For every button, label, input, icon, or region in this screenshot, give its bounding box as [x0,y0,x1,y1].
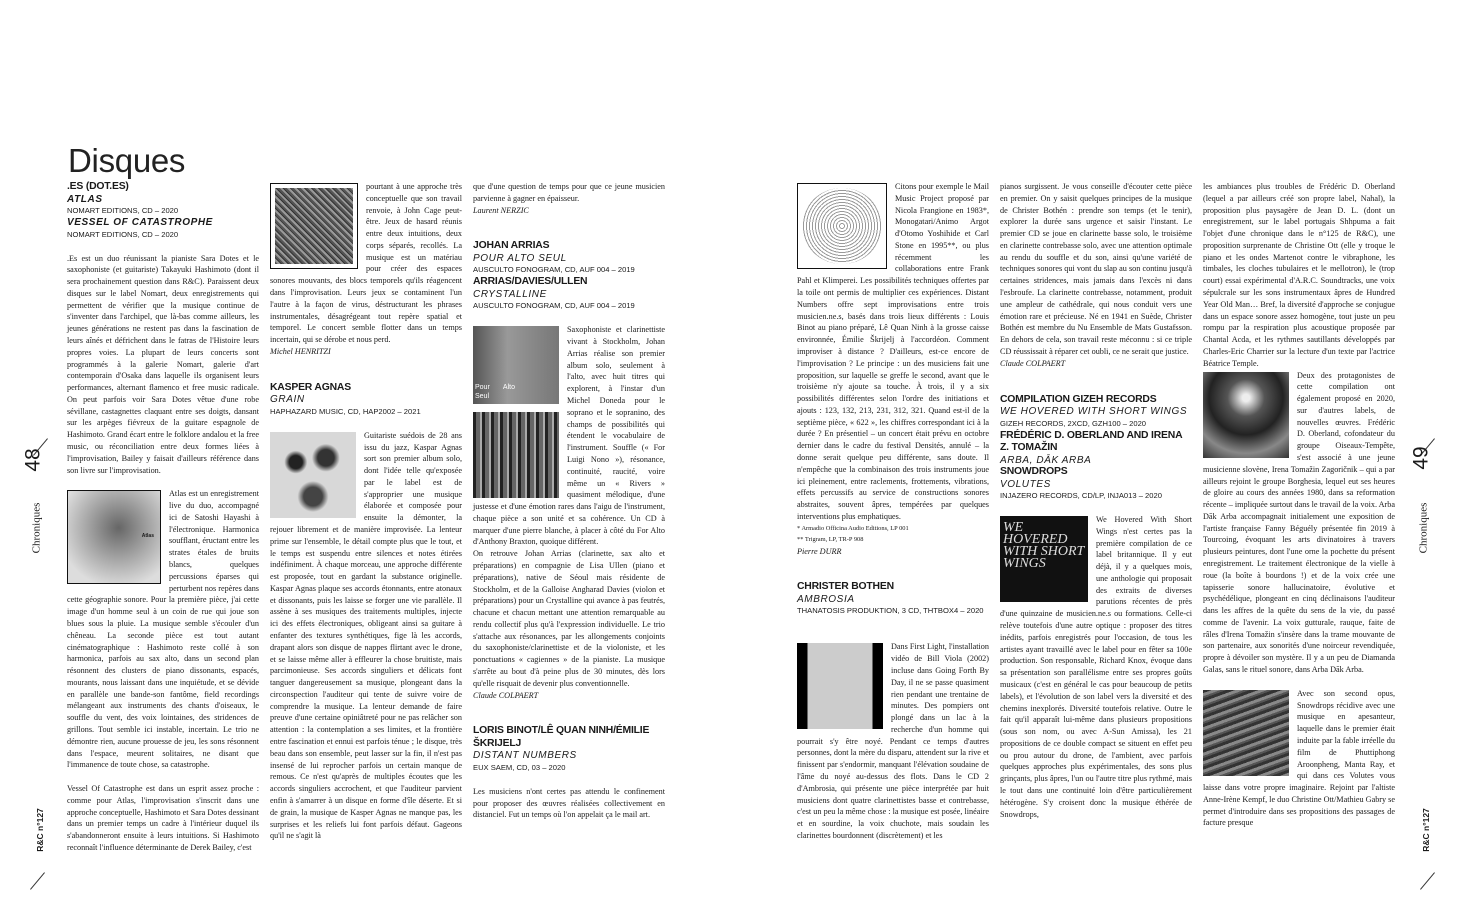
review-album: DISTANT NUMBERS [473,750,577,762]
review-paragraph: Dans First Light, l'installation vidéo de Bill Viola (2002) incluse dans Going Forth By Day, il ne se passe quasiment rien pendant une trentaine de minutes. Des pompiers ont plongé dans un lac à la recherche d'un homme qui pourrait s'y être noyé. Pendant ce temps d'autres personnes, dont la mère du disparu, attendent sur la rive et finissent par s'endormir, manquant l'élévation soudaine de l'âme du noyé au-dessus des flots. Dans le CD 2 d'Ambrosia, qui présente une pièce interprétée par huit musiciens dont quatre clarinettistes basse et contrebasse, c'est un peu la même chose : la musique est posée, linéaire et en sourdine, la voix chuchote, mais soudain les clarinettes bourdonnent (discrètement) et les [797,642,989,840]
cover-title: Pour Alto Seul [475,384,515,401]
column-5 [1000,181,1192,841]
column-3 [473,181,665,841]
review-signature: Michel HENRITZI [270,346,331,356]
review-paragraph: Vessel Of Catastrophe est dans un esprit assez proche : comme pour Atlas, l'improvisation s'inscrit dans une approche conceptuelle, Hashimoto et Sara Dotes dessinant dans un premier temps un cadre à l'intérieur duquel ils s'abandonneront ensuite à leurs intuitions. Si Hashimoto reconnaît l'influence déterminante de Derek Bailey, c'est [67,784,259,852]
review-label: INJAZERO RECORDS, CD/LP, INJA013 – 2020 [1000,491,1162,500]
album-cover-atlas [67,490,161,584]
review-paragraph: .Es est un duo réunissant la pianiste Sara Dotes et le saxophoniste (et guitariste) Takayuki Hashimoto (dont il sera prochainement question dans R&C). Paraissent deux disques sur le label Nomart, deux enregistrements qui permettent de vérifier que la musique continue de s'inventer dans l'archipel, que là-bas comme ailleurs, les jeunes générations ne restent pas dans la fascination de leurs aînés et défrichent dans le fatras de l'Histoire leurs propres voies. La plupart de leurs concerts sont programmés à la galerie Nomart, galerie d'art contemporain d'Osaka dans laquelle ils organisent leurs performances, alternant flamenco et free music radicale. On peut parfois voir Sara Dotes vêtue d'une robe sévillane, castagnettes claquant entre ses doigts, dansant sur les arpèges fiévreux de la guitare espagnole de Hashimoto. Grand écart entre le folklore andalou et la free music, ou réconciliation entre deux formes liées à l'improvisation, Bailey y faisait d'ailleurs référence dans son livre sur l'improvisation. [67,253,259,475]
review-album: VOLUTES [1000,478,1051,490]
footnote: ** Trigram, LP, TR-P 908 [797,536,864,544]
review-paragraph: We Hovered With Short Wings n'est certes pas la première compilation de ce label britannique. Il y eut déjà, il y a quelques mois, une anthologie qui proposait des extraits de diverses parutions récentes de près d'une quinzaine de musicien.ne.s ou formations. Celle-ci relève toutefois d'une autre optique : proposer des titres inédits, parfois enregistrés pour l'occasion, de tous les artistes ayant travaillé avec le label pour en fêter sa 100e production. Son responsable, Richard Knox, évoque dans sa présentation son parallélisme entre ses propres goûts musicaux (c'est en général le cas pour beaucoup de petits labels), et l'évolution de son label vers la diversité et des chemins inexplorés. Diversité toutefois relative. Outre le fait qu'il apparaît lui-même dans plusieurs propositions (sous son nom, ou avec A-Sun Amissa), les 21 propositions de ce double compact se situent en effet peu ou prou autour du drone, de l'ambient, avec parfois quelques approches plus expérimentales, des sons plus grinçants, plus âpres, l'un ou l'autre titre plus rythmé, mais le tout dans une continuité loin d'être particulièrement hétérogène. S'y croisent donc la musique éthérée de Snowdrops, [1000,515,1192,819]
footnote: * Armadio Officina Audio Editions, LP 001 [797,524,909,532]
album-cover-pour-alto-seul [473,326,559,404]
review-album: WE HOVERED WITH SHORT WINGS [1000,406,1188,417]
review-paragraph: Deux des protagonistes de cette compilation ont également proposé en 2020, sur d'autres labels, de nouvelles œuvres. Frédéric D. Oberland, cofondateur du groupe Oiseaux-Tempête, s'est associé à une jeune musicienne slovène, Irena Tomažin Zagoričnik – qui a par ailleurs rejoint le groupe Borghesia, lequel eut ses heures de gloire au cours des années 1980, dans sa reformation récente – impliquée surtout dans le travail de la voix. Arba Dāk Arba accompagnait initialement une exposition de l'artiste française Fanny Béguély présentée fin 2019 à Tourcoing, évoquant les arts divinatoires à travers plusieurs peintures, dont l'une orne la pochette du présent enregistrement. Le traitement électronique de la vielle à roue (la boîte à bourdons !) et de la voix crée une tapisserie sonore hallucinatoire, évolutive et psychédélique, plongeant en cinq déclinaisons l'auditeur dans les affres de la quête du sens de la vie, du passé comme de l'avenir. La voix gutturale, rauque, faite de râles d'Irena Tomažin s'insère dans la trame mouvante de son partenaire, aux sonorités d'une noirceur revendiquée, propre à dévoiler son mystère. Il y a un peu de Diamanda Galas, sans le rituel sonore, dans Arba Dāk Arba. [1203,370,1395,675]
review-label: AUSCULTO FONOGRAM, CD, AUF 004 – 2019 [473,301,635,311]
review-artist: JOHAN ARRIAS [473,240,550,252]
album-cover-vessel [270,183,358,269]
album-cover-we-hovered [1000,516,1088,602]
review-paragraph: les ambiances plus troubles de Frédéric D. Oberland (lequel a par ailleurs créé son propre label, Nahal), la proposition plus paysagère de Jean D. L. (dont un enregistrement, sur le label portugais Shhpuma a fait l'objet d'une chronique dans le n°125 de R&C), une proposition surprenante de Christine Ott (elle y troque le piano et les ondes Martenot contre le vibraphone, les timbales, les cloches tubulaires et le mellotron), le (trop court) essai expérimental d'A.R.C. Soundtracks, une voix sépulcrale sur les sons instrumentaux âpres de Hundred Year Old Man… Bref, la diversité d'approche se conjugue dans un espace sonore assez homogène, tout juste un peu rompu par la respiration plus acoustique proposée par Chantal Acda, et les rythmes sautillants développés par Charles-Eric Charrier sur la lecture d'un texte par l'actrice Béatrice Temple. [1203,182,1395,368]
album-cover-distant-numbers [797,183,887,269]
cover-title: Atlas [141,533,154,540]
review-paragraph: que d'une question de temps pour que ce jeune musicien parvienne à gagner en épaisseur. [473,182,665,203]
review-paragraph: Citons pour exemple le Mail Music Project proposé par Nicola Frangione en 1983*, Monogatari/Animo Argot d'Otomo Yoshihide et Carl Stone en 1995**, ou plus récemment les collaborations entre Frank Pahl et Klimperei. Les possibilités techniques offertes par la toile ont permis de multiplier ces expériences. Distant Numbers offre sept improvisations entre trois musicien.ne.s, basés dans trois lieux différents : Louis Binot au piano préparé, Lê Quan Ninh à la grosse caisse environnée, Émilie Škrijelj à l'accordéon. Comment improviser à distance ? D'ailleurs, est-ce encore de l'improvisation ? Le principe : un des musiciens fait une proposition, sur laquelle se greffe le second, avant que le troisième n'y ajoute sa touche. À trois, il y a six possibilités différentes selon l'ordre des initiations et ajouts : 123, 132, 213, 231, 312, 321. Quand est-il de la septième pièce, « 622 », les chiffres correspondant ici à la durée ? En présentiel – un concert était prévu en octobre dernier dans le cadre du festival Densités, annulé – la donne serait quelque peu différente, sans doute. Il n'empêche que la combinaison des trois instruments joue ici pleinement, entre raclements, frottements, vibrations, effets percussifs au service de constructions sonores abstraites, souvent âpres, tempérées par quelques interventions plus emphatiques. [797,182,989,521]
folio-divider [30,872,45,889]
review-paragraph: Guitariste suédois de 28 ans issu du jazz, Kaspar Agnas sort son premier album solo, dont l'idée telle qu'exposée par le label est de s'approprier une musique élaborée et composée pour ensuite la démonter, la rejouer librement et de manière improvisée. La lenteur prime sur l'ensemble, le détail compte plus que le tout, et le temps est suspendu entre silences et notes étirées indéfiniment. À chaque morceau, une approche différente est proposée, tout en gardant la substance originelle. Kaspar Agnas plaque ses accords étonnants, entre atonaux et dissonants, puis les laisse se forger une vie parallèle. Il assène à ses musiques des traitements multiples, injecte ici des effets électroniques, obligeant ainsi sa guitare à enfanter des textures synthétiques, fige là les accords, drapant alors son disque de nappes flirtant avec le drone, et se laisse même aller à effleurer la chose bruitiste, mais parcimonieuse. Ses accords singuliers et délicats font tanguer dangereusement sa musique, plongeant dans la circonspection l'auditeur qui tente de suivre voire de comprendre la musique. La lenteur demande de faire preuve d'une certaine opiniâtreté pour ne pas relâcher son attention : la contemplation a ses limites, et la frontière entre fascination et ennui est parfois ténue ; le disque, très beau dans son ensemble, peut lasser sur la fin, il n'est pas insensé de lui reprocher parfois un certain manque de remous. Ce n'est qu'après de multiples écoutes que les accords singuliers accrochent, et que l'auditeur parvient enfin à s'amarrer à un disque en forme d'île déserte. Et si de grain, la musique de Kasper Agnas ne manque pas, les surprises et les reliefs lui font parfois défaut. Gageons qu'il ne s'agit là [270,430,462,841]
review-paragraph: Saxophoniste et clarinettiste vivant à Stockholm, Johan Arrias réalise son premier album solo, seulement à l'alto, avec huit titres qui explorent, à l'instar d'un Michel Doneda pour le soprano et le sopranino, des champs de possibilités qui étendent le vocabulaire de l'instrument. Souffle (« For Luigi Nono »), résonance, continuité, raucité, voire même un « Rivers » quasiment mélodique, d'une justesse et d'une émotion rares dans l'aigu de l'instrument, chaque pièce a son unité et sa cohérence. Un CD à marquer d'une pierre blanche, à placer à côté du For Alto d'Anthony Braxton, quoique différent. [473,325,665,547]
review-artist: .ES (DOT.ES) [67,181,129,192]
review-label: EUX SAEM, CD, 03 – 2020 [473,762,566,772]
review-album: GRAIN [270,394,305,406]
review-paragraph: pourtant à une approche très conceptuelle que son travail renvoie, à John Cage peut-être. Jeux de hasard réunis entre deux intuitions, deux corps séparés, recollés. La musique est un matériau pour créer des espaces sonores mouvants, des blocs temporels qu'ils réagencent dans l'improvisation. Leurs jeux se contaminent l'un l'autre à la façon de virus, déstructurant les phrases instrumentales, désagrégeant tout repère spatial et temporel. Le concert semble flotter dans un temps incertain, qui se dérobe et nous perd. [270,182,462,345]
cover-title: WE HOVERED WITH SHORT WINGS [1003,520,1085,571]
review-label: NOMART EDITIONS, CD – 2020 [67,229,179,239]
review-album: AMBROSIA [797,593,855,605]
rubric-label: Chroniques [30,502,43,554]
review-album: CRYSTALLINE [473,288,547,300]
review-paragraph: Les musiciens n'ont certes pas attendu le confinement pour proposer des œuvres réalisées collectivement en distanciel. Fut un temps où l'on appelait ça le mail art. [473,786,665,820]
review-label: GIZEH RECORDS, 2XCD, GZH100 – 2020 [1000,418,1147,428]
rubric-label: Chroniques [1417,502,1430,554]
review-paragraph: Avec son second opus, Snowdrops récidive avec une musique en apesanteur, laquelle dans le premier était induite par la fable irréelle du film de Phuttiphong Aroonpheng, Manta Ray, et qui dans ces Volutes vous laisse dans votre propre imaginaire. Rejoint par l'altiste Anne-Irène Kempf, le duo Christine Ott/Mathieu Gabry se permet d'introduire dans ses propositions des passages de facture presque [1203,688,1395,828]
review-album: ARBA, DĀK ARBA [1000,454,1092,466]
album-cover-arba-dak-arba [1203,372,1289,458]
column-1 [67,181,259,852]
page-number: 48 [21,448,45,472]
review-label: HAPHAZARD MUSIC, CD, HAP2002 – 2021 [270,406,421,416]
album-covers-arrias [473,326,559,498]
review-label: THANATOSIS PRODUKTION, 3 CD, THTBOX4 – 2020 [797,606,984,616]
album-cover-volutes [1203,690,1289,776]
column-2 [270,181,462,841]
review-artist: ARRIAS/DAVIES/ULLEN [473,276,588,288]
issue-label: R&C n°127 [34,808,45,852]
review-signature: Pierre DURR [797,546,842,556]
review-album: ATLAS [67,193,103,205]
review-label: NOMART EDITIONS, CD – 2020 [67,206,179,215]
folio-divider [1420,872,1435,889]
review-paragraph: On retrouve Johan Arrias (clarinette, sax alto et préparations) en compagnie de Lisa Ullen (piano et préparations), native de Séoul mais résidente de Stockholm, et de la Galloise Angharad Davies (violon et préparations) pour un Crystalline qui avance à pas feutrés, chacune et chacun mettant une attention remarquable au rendu collectif plus qu'à l'expression individuelle. Le trio s'attache aux résonances, par les allongements conjoints du saxophoniste/clarinettiste et de la violoniste, et les ponctuations « cagiennes » de la pianiste. La musique s'arrête au bout d'à peine plus de 30 minutes, dès lors qu'elle risquait de devenir plus conventionnelle. [473,549,665,688]
review-paragraph: Atlas est un enregistrement live du duo, accompagné ici de Satoshi Hayashi à l'électronique. Harmonica soufflant, éructant entre les strates étales de bruits blancs, quelques percussions éparses qui perturbent nos repères dans cette géographie sonore. Pour la première pièce, j'ai cette image d'un homme seul à un coin de rue qui joue son blues sous la pluie. La musique semble s'écouler d'un chêneau. La seconde pièce est tout autant cinématographique : Hashimoto reste collé à son harmonica, parfois au sax alto, dans un second plan résonnent des clusters de piano dissonants, espacés, mourants, nous laissant dans une inquiétude, et se dévide en parallèle une bande-son fantôme, field recordings mélangeant aux instruments des chants d'oiseaux, le souffle du vent, des voix lointaines, des stridences de grillons. Tout semble ici instable, incertain. Le trio ne démontre rien, aucune prouesse de jeu, les sons résonnent dans l'espace, meurent solitaires, ne disant que l'immanence de toute chose, sa catastrophe. [67,489,259,770]
review-album: VESSEL OF CATASTROPHE [67,217,213,228]
review-signature: Laurent NERZIC [473,205,529,215]
review-artist: FRÉDÉRIC D. OBERLAND AND IRENA Z. TOMAŽIN [1000,429,1182,453]
review-artist: COMPILATION GIZEH RECORDS [1000,393,1157,405]
review-label: AUSCULTO FONOGRAM, CD, AUF 004 – 2019 [473,265,635,275]
album-cover-crystalline [473,412,559,498]
album-cover-grain [270,432,356,518]
review-signature: Claude COLPAERT [1000,358,1066,368]
review-album: POUR ALTO SEUL [473,252,567,264]
review-artist: LORIS BINOT/LÊ QUAN NINH/ÉMILIE ŠKRIJELJ [473,725,650,749]
review-artist: SNOWDROPS [1000,466,1068,477]
issue-label: R&C n°127 [1420,808,1431,852]
album-cover-ambrosia [797,643,883,729]
review-artist: KASPER AGNAS [270,381,351,393]
review-signature: Claude COLPAERT [473,690,539,700]
review-artist: CHRISTER BOTHEN [797,581,894,593]
section-title: Disques [68,142,186,180]
review-paragraph: pianos surgissent. Je vous conseille d'écouter cette pièce en premier. On y saisit quelques principes de la musique de Christer Bothén : prendre son temps (et le tenir), explorer la durée sans urgence et saisir l'instant. Le premier CD se joue en clarinette basse solo, le troisième en clarinette contrebasse solo, avec une attention optimale au rendu du souffle et du son, ainsi qu'une variété de techniques sonores qui vont du slap au son continu jusqu'à certaines stridences, mais jamais dans l'excès ni dans l'esbroufe. La clarinette contrebasse, notamment, produit une ampleur de cathédrale, qui nous conduit vers une émotion rare et précieuse. Né en 1941 en Suède, Christer Bothén est membre du Nu Ensemble de Mats Gustafsson. En dehors de cela, son travail reste méconnu : si ce triple CD réussissait à réparer cet oubli, ce ne serait que justice. [1000,182,1192,356]
right-page [730,0,1460,912]
column-4 [797,181,989,841]
page-number: 49 [1409,446,1433,470]
column-6 [1203,181,1395,841]
